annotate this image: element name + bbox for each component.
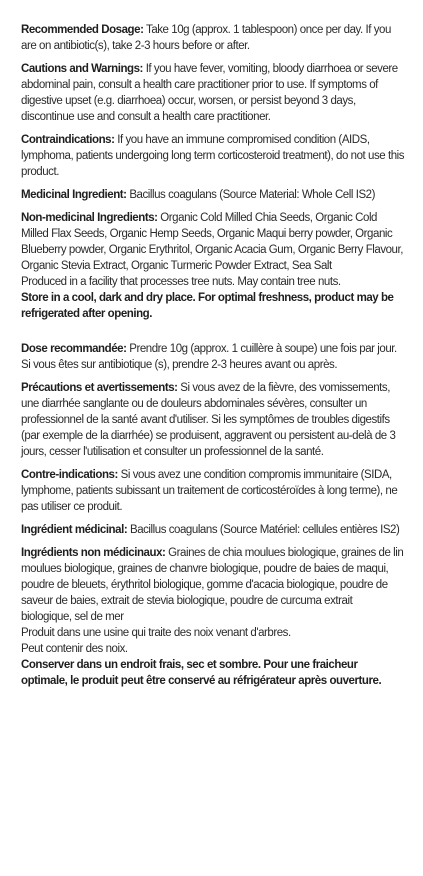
fr-cautions-text: Si vous avez de la fièvre, des vomissements, une diarrhée sanglante ou de douleurs abdominales sévères, consulter un professionnel de la santé avant d'utiliser. Si les symptômes de troubles digestifs (par exemple de la diarrhée) se produisent, aggravent ou persistent au-delà de 3 jours, cesser l'utilisation et consulter un professionnel de la santé. (21, 382, 396, 458)
en-contraindications-heading: Contraindications: (21, 134, 115, 146)
fr-contraindications-section (21, 467, 405, 515)
en-non-medicinal-heading: Non-medicinal Ingredients: (21, 212, 158, 224)
fr-non-medicinal-text: Graines de chia moulues biologique, graines de lin moulues biologique, graines de chanvre biologique, poudre de baies de maqui, poudre de bleuets, érythritol biologique, gomme d'acacia biologique, poudre de saveur de baies, extrait de stevia biologique, poudre de curcuma extrait biologique, sel de mer (21, 547, 404, 623)
en-cautions-text: If you have fever, vomiting, bloody diarrhoea or severe abdominal pain, consult a health care practitioner prior to use. If symptoms of digestive upset (e.g. diarrhoea) occur, worsen, or persist beyond 3 days, discontinue use and consult a health care practitioner. (21, 63, 398, 123)
fr-dosage-section (21, 341, 405, 373)
fr-contraindications-text: Si vous avez une condition compromis immunitaire (SIDA, lymphome, patients subissant un traitement de corticostéroïdes à long terme), ne pas utiliser ce produit. (21, 469, 398, 513)
product-label-text (21, 22, 405, 689)
en-facility-note: Produced in a facility that processes tree nuts. May contain tree nuts. (21, 276, 341, 288)
fr-dosage-text: Prendre 10g (approx. 1 cuillère à soupe) une fois par jour. Si vous êtes sur antibiotique (s), prendre 2-3 heures avant ou après. (21, 343, 397, 371)
fr-cautions-section (21, 380, 405, 460)
fr-dosage-heading: Dose recommandée: (21, 343, 127, 355)
en-dosage-text: Take 10g (approx. 1 tablespoon) once per day. If you are on antibiotic(s), take 2-3 hours before or after. (21, 24, 391, 52)
en-contraindications-section (21, 132, 405, 180)
en-cautions-heading: Cautions and Warnings: (21, 63, 143, 75)
language-divider-space (21, 322, 405, 341)
en-storage-note (21, 290, 405, 322)
en-non-medicinal-text: Organic Cold Milled Chia Seeds, Organic Cold Milled Flax Seeds, Organic Hemp Seeds, Organic Maqui berry powder, Organic Blueberry powder, Organic Erythritol, Organic Acacia Gum, Organic Berry Flavour, Organic Stevia Extract, Organic Turmeric Powder Extract, Sea Salt (21, 212, 403, 272)
fr-medicinal-section (21, 522, 405, 538)
fr-facility-note-1: Produit dans une usine qui traite des noix venant d'arbres. (21, 627, 291, 639)
en-storage-text: Store in a cool, dark and dry place. For optimal freshness, product may be refrigerated after opening. (21, 292, 394, 320)
en-medicinal-section (21, 187, 405, 203)
fr-storage-note (21, 657, 405, 689)
fr-facility-note-2: Peut contenir des noix. (21, 643, 128, 655)
fr-contraindications-heading: Contre-indications: (21, 469, 118, 481)
fr-medicinal-heading: Ingrédient médicinal: (21, 524, 128, 536)
fr-medicinal-text: Bacillus coagulans (Source Matériel: cellules entières IS2) (129, 524, 400, 536)
fr-storage-text: Conserver dans un endroit frais, sec et sombre. Pour une fraicheur optimale, le produit peut être conservé au réfrigérateur après ouverture. (21, 659, 382, 687)
fr-non-medicinal-section (21, 545, 405, 625)
en-medicinal-text: Bacillus coagulans (Source Material: Whole Cell IS2) (129, 189, 376, 201)
en-non-medicinal-section (21, 210, 405, 274)
en-dosage-heading: Recommended Dosage: (21, 24, 144, 36)
fr-non-medicinal-heading: Ingrédients non médicinaux: (21, 547, 166, 559)
en-medicinal-heading: Medicinal Ingredient: (21, 189, 127, 201)
en-cautions-section (21, 61, 405, 125)
en-dosage-section (21, 22, 405, 54)
fr-cautions-heading: Précautions et avertissements: (21, 382, 178, 394)
en-contraindications-text: If you have an immune compromised condition (AIDS, lymphoma, patients undergoing long term corticosteroid treatment), do not use this product. (21, 134, 405, 178)
